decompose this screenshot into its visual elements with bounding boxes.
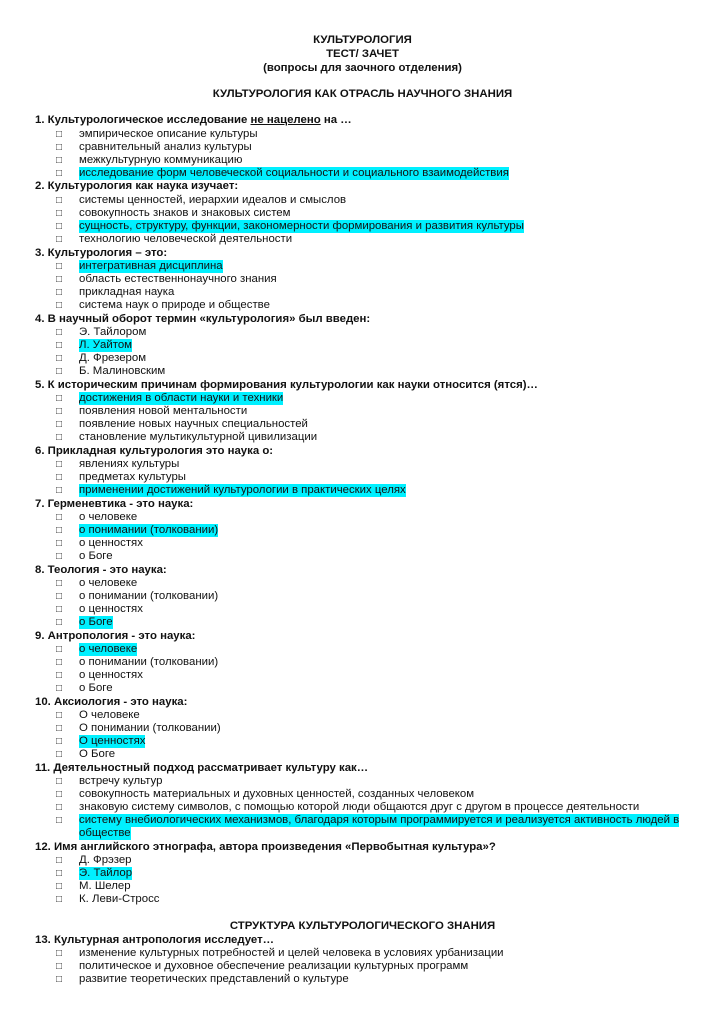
question-title: 8. Теология - это наука: (35, 564, 167, 576)
answer-option-text: систему внебиологических механизмов, благодаря которым программируется и реализуется активность людей в (79, 814, 680, 826)
checkbox-icon[interactable]: □ (56, 419, 63, 430)
answer-option-text: обществе (79, 827, 131, 839)
answer-option-text: о ценностях (79, 669, 143, 681)
header-subtitle: ТЕСТ/ ЗАЧЕТ (326, 48, 399, 60)
question-title-em: не нацелено (250, 114, 321, 126)
answer-option-text: сравнительный анализ культуры (79, 141, 252, 153)
checkbox-icon[interactable]: □ (56, 815, 63, 826)
question-title: 4. В научный оборот термин «культурология» был введен: (35, 313, 371, 325)
checkbox-icon[interactable]: □ (56, 657, 63, 668)
answer-option-text: совокупность знаков и знаковых систем (79, 207, 291, 219)
answer-option-text: система наук о природе и обществе (79, 299, 270, 311)
checkbox-icon[interactable]: □ (56, 723, 63, 734)
answer-option-text: Э. Тайлор (79, 867, 133, 879)
checkbox-icon[interactable]: □ (56, 525, 63, 536)
answer-option-text: о человеке (79, 643, 138, 655)
checkbox-icon[interactable]: □ (56, 142, 63, 153)
checkbox-icon[interactable]: □ (56, 459, 63, 470)
checkbox-icon[interactable]: □ (56, 485, 63, 496)
answer-option-text: О ценностях (79, 735, 146, 747)
checkbox-icon[interactable]: □ (56, 234, 63, 245)
checkbox-icon[interactable]: □ (56, 670, 63, 681)
checkbox-icon[interactable]: □ (56, 894, 63, 905)
question-title (35, 114, 352, 127)
checkbox-icon[interactable]: □ (56, 551, 63, 562)
checkbox-icon[interactable]: □ (56, 802, 63, 813)
checkbox-icon[interactable]: □ (56, 644, 63, 655)
question-title: 3. Культурология – это: (35, 247, 168, 259)
header-note: (вопросы для заочного отделения) (263, 62, 462, 74)
answer-option-text: О понимании (толковании) (79, 722, 221, 734)
answer-option-text: Д. Фрезером (79, 352, 147, 364)
checkbox-icon[interactable]: □ (56, 155, 63, 166)
checkbox-icon[interactable]: □ (56, 789, 63, 800)
checkbox-icon[interactable]: □ (56, 578, 63, 589)
question-title: 13. Культурная антропология исследует… (35, 934, 275, 946)
checkbox-icon[interactable]: □ (56, 961, 63, 972)
question-title-pre: 1. Культурологическое исследование (35, 114, 251, 126)
checkbox-icon[interactable]: □ (56, 261, 63, 272)
checkbox-icon[interactable]: □ (56, 168, 63, 179)
checkbox-icon[interactable]: □ (56, 406, 63, 417)
checkbox-icon[interactable]: □ (56, 868, 63, 879)
checkbox-icon[interactable]: □ (56, 974, 63, 985)
answer-option-text: встречу культур (79, 775, 163, 787)
checkbox-icon[interactable]: □ (56, 512, 63, 523)
answer-option-text: системы ценностей, иерархии идеалов и смыслов (79, 194, 347, 206)
checkbox-icon[interactable]: □ (56, 340, 63, 351)
answer-option-text: Б. Малиновским (79, 365, 166, 377)
question-title: 7. Герменевтика - это наука: (35, 498, 194, 510)
checkbox-icon[interactable]: □ (56, 327, 63, 338)
checkbox-icon[interactable]: □ (56, 736, 63, 747)
answer-option-text: явлениях культуры (79, 458, 180, 470)
answer-option-text: о Боге (79, 682, 113, 694)
question-title: 6. Прикладная культурология это наука о: (35, 445, 274, 457)
answer-option-text: исследование форм человеческой социальности и социального взаимодействия (79, 167, 509, 179)
answer-option-text: развитие теоретических представлений о культуре (79, 973, 349, 985)
answer-option-text: эмпирическое описание культуры (79, 128, 258, 140)
answer-option-text: М. Шелер (79, 880, 131, 892)
answer-option-text: появление новых научных специальностей (79, 418, 308, 430)
question-title: 2. Культурология как наука изучает: (35, 180, 239, 192)
checkbox-icon[interactable]: □ (56, 221, 63, 232)
checkbox-icon[interactable]: □ (56, 683, 63, 694)
checkbox-icon[interactable]: □ (56, 472, 63, 483)
checkbox-icon[interactable]: □ (56, 604, 63, 615)
answer-option-text: Л. Уайтом (79, 339, 132, 351)
answer-option-text: О Боге (79, 748, 116, 760)
checkbox-icon[interactable]: □ (56, 948, 63, 959)
answer-option-text: технологию человеческой деятельности (79, 233, 293, 245)
checkbox-icon[interactable]: □ (56, 855, 63, 866)
answer-option-text: о Боге (79, 550, 113, 562)
section2-title: СТРУКТУРА КУЛЬТУРОЛОГИЧЕСКОГО ЗНАНИЯ (229, 920, 496, 932)
checkbox-icon[interactable]: □ (56, 208, 63, 219)
checkbox-icon[interactable]: □ (56, 366, 63, 377)
checkbox-icon[interactable]: □ (56, 129, 63, 140)
question-title: 5. К историческим причинам формирования культурологии как науки относится (ятся)… (35, 379, 538, 391)
checkbox-icon[interactable]: □ (56, 195, 63, 206)
question-title: 10. Аксиология - это наука: (35, 696, 188, 708)
checkbox-icon[interactable]: □ (56, 274, 63, 285)
answer-option-text: совокупность материальных и духовных ценностей, созданных человеком (79, 788, 475, 800)
question-title: 12. Имя английского этнографа, автора произведения «Первобытная культура»? (35, 841, 496, 853)
checkbox-icon[interactable]: □ (56, 617, 63, 628)
answer-option-text: о ценностях (79, 603, 143, 615)
answer-option-text: о понимании (толковании) (79, 590, 219, 602)
answer-option-text: область естественнонаучного знания (79, 273, 277, 285)
checkbox-icon[interactable]: □ (56, 393, 63, 404)
answer-option-text: о понимании (толковании) (79, 524, 219, 536)
answer-option-text: достижения в области науки и техники (79, 392, 284, 404)
answer-option-text: применении достижений культурологии в практических целях (79, 484, 406, 496)
checkbox-icon[interactable]: □ (56, 591, 63, 602)
answer-option-text: изменение культурных потребностей и целей человека в условиях урбанизации (79, 947, 504, 959)
header-title: КУЛЬТУРОЛОГИЯ (313, 34, 412, 46)
answer-option-text: сущность, структуру, функции, закономерности формирования и развития культуры (79, 220, 524, 232)
answer-option-text: о человеке (79, 577, 138, 589)
question-title: 9. Антропология - это наука: (35, 630, 196, 642)
answer-option-text: О человеке (79, 709, 140, 721)
answer-option-text: о ценностях (79, 537, 143, 549)
answer-option-text: о человеке (79, 511, 138, 523)
checkbox-icon[interactable]: □ (56, 881, 63, 892)
checkbox-icon[interactable]: □ (56, 776, 63, 787)
section1-title: КУЛЬТУРОЛОГИЯ КАК ОТРАСЛЬ НАУЧНОГО ЗНАНИЯ (212, 88, 513, 100)
answer-option-text: межкультурную коммуникацию (79, 154, 243, 166)
answer-option-text: прикладная наука (79, 286, 175, 298)
answer-option-text: интегративная дисциплина (79, 260, 223, 272)
answer-option-text: Э. Тайлором (79, 326, 147, 338)
checkbox-icon[interactable]: □ (56, 538, 63, 549)
checkbox-icon[interactable]: □ (56, 432, 63, 443)
answer-option-text: политическое и духовное обеспечение реализации культурных программ (79, 960, 469, 972)
answer-option-text: Д. Фрэзер (79, 854, 132, 866)
answer-option-text: о Боге (79, 616, 113, 628)
checkbox-icon[interactable]: □ (56, 710, 63, 721)
answer-option-text: о понимании (толковании) (79, 656, 219, 668)
checkbox-icon[interactable]: □ (56, 749, 63, 760)
checkbox-icon[interactable]: □ (56, 353, 63, 364)
answer-option-text: становление мультикультурной цивилизации (79, 431, 318, 443)
answer-option-text: знаковую систему символов, с помощью которой люди общаются друг с другом в процессе деятельности (79, 801, 640, 813)
answer-option-text: предметах культуры (79, 471, 186, 483)
checkbox-icon[interactable]: □ (56, 287, 63, 298)
answer-option-text: К. Леви-Стросс (79, 893, 160, 905)
answer-option-text: появления новой ментальности (79, 405, 248, 417)
checkbox-icon[interactable]: □ (56, 300, 63, 311)
question-title-post: на … (320, 114, 352, 126)
question-title: 11. Деятельностный подход рассматривает культуру как… (35, 762, 369, 774)
